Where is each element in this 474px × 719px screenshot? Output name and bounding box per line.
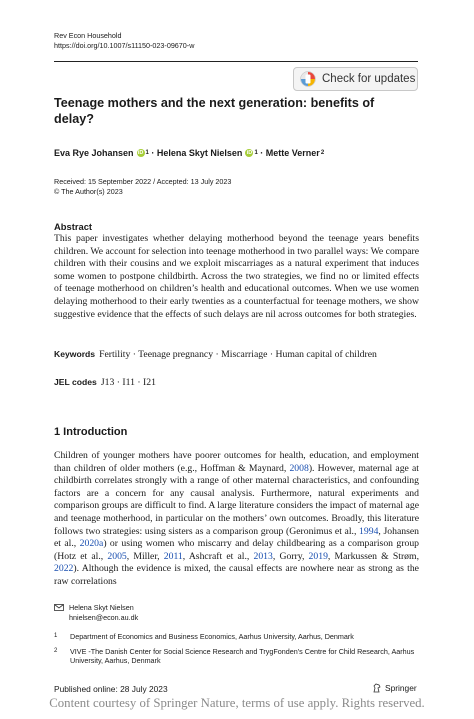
correspondence [54, 603, 138, 622]
paragraph-text: , Gorry, [272, 550, 309, 562]
publisher-name: Springer [385, 683, 417, 693]
jel-text: J13 · I11 · I21 [100, 377, 156, 388]
affiliation-footnote [54, 632, 419, 641]
citation-link[interactable]: 2020a [79, 538, 104, 550]
article-dates [54, 177, 231, 196]
citation-link[interactable]: 2022 [54, 563, 74, 575]
orcid-icon[interactable]: iD [246, 150, 253, 156]
section-heading: 1 Introduction [54, 426, 128, 438]
jel-label: JEL codes [54, 377, 97, 387]
author-name[interactable]: Eva Rye Johansen [54, 148, 134, 158]
paragraph-text: , Johansen et al., [54, 525, 419, 550]
author-name[interactable]: Helena Skyt Nielsen [156, 148, 243, 158]
paragraph-text: , Miller, [126, 550, 164, 562]
footnote-text: Department of Economics and Business Economics, Aarhus University, Aarhus, Denmark [70, 632, 354, 641]
abstract-heading: Abstract [54, 221, 93, 232]
springer-horse-icon [372, 683, 382, 693]
paragraph-text: ) or using women who miscarry and delay childbearing as a comparison group (Hotz et al., [54, 538, 420, 562]
journal-name: Rev Econ Household [54, 31, 122, 40]
citation-link[interactable]: 2013 [253, 550, 273, 562]
author-separator: · [257, 148, 266, 158]
keywords-text: Fertility · Teenage pregnancy · Miscarriage · Human capital of children [99, 349, 377, 360]
paragraph-text: , Ashcraft et al., [182, 550, 254, 562]
published-online: Published online: 28 July 2023 [54, 684, 168, 694]
received-accepted: Received: 15 September 2022 / Accepted: 13 July 2023 [54, 177, 232, 186]
copyright: © The Author(s) 2023 [54, 186, 123, 196]
author-list: Eva Rye Johansen iD 1 · Helena Skyt Nielsen iD 1 · Mette Verner 2 [54, 148, 325, 158]
keywords-label: Keywords [54, 349, 96, 359]
crossmark-icon [300, 71, 316, 87]
doi-link[interactable]: https://doi.org/10.1007/s11150-023-09670-w [54, 40, 195, 50]
citation-link[interactable]: 2008 [289, 462, 309, 474]
paragraph-text: ). Although the evidence is mixed, the causal effects are nowhere near as strong as the raw correlations [54, 563, 419, 587]
footnote-number: 2 [54, 648, 58, 654]
journal-header [54, 31, 194, 50]
author-separator: · [148, 148, 157, 158]
affiliation-footnote [54, 647, 419, 666]
citation-link[interactable]: 2011 [163, 550, 183, 562]
citation-link[interactable]: 1994 [359, 525, 379, 537]
paragraph-text: Children of younger mothers have poorer outcomes for health, education, and employment than children of older mothers (e.g., Hoffman & Maynard, [54, 450, 419, 474]
footnote-text: VIVE -The Danish Center for Social Science Research and TrygFonden’s Centre for Child Research, Aarhus University, Aarhus, Denmark [70, 647, 415, 666]
orcid-icon[interactable]: iD [137, 150, 144, 156]
envelope-icon [54, 604, 64, 611]
paragraph-text: ). However, maternal age at childbirth correlates strongly with a range of other maternal characteristics, and confounding factors are a concern for any causal analysis. Furthermore, natural experiments and comparison groups are difficult to find. A large literature considers the impact of maternal age and teenage motherhood, in particular on the mothers’ own outcomes. Broadly, this literature follows two strategies: using sisters as a comparison group (Geronimus et al., [54, 462, 419, 537]
check-for-updates-label: Check for updates [322, 73, 416, 85]
keywords [54, 349, 419, 360]
check-for-updates-button[interactable] [293, 67, 418, 91]
jel-codes [54, 377, 419, 388]
footnote-number: 1 [54, 633, 58, 639]
email-link[interactable]: hnielsen@econ.au.dk [69, 612, 139, 622]
courtesy-watermark: Content courtesy of Springer Nature, terms of use apply. Rights reserved. [49, 696, 425, 710]
author-name[interactable]: Mette Verner [265, 148, 320, 158]
corresponding-author: Helena Skyt Nielsen [69, 603, 134, 612]
header-rule [54, 61, 418, 62]
introduction-paragraph [54, 450, 419, 589]
citation-link[interactable]: 2019 [308, 550, 328, 562]
article-title: Teenage mothers and the next generation: benefits of delay? [54, 96, 375, 126]
abstract-text: This paper investigates whether delaying motherhood beyond the teenage years benefits children. We account for selection into teenage motherhood in two parallel ways: We compare children with their cousins and we exploit miscarriages as a natural experiment that induces some women to postpone childbirth. Across the two strategies, we find no or limited effects of teenage motherhood on children’s health and educational outcomes. When we use women delaying motherhood to their early twenties as a counterfactual for teenage mothers, we show suggestive evidence that the effects of such delays are nil across outcomes for both strategies. [54, 233, 420, 320]
paragraph-text: , Markussen & Strøm, [327, 550, 419, 562]
publisher-logo [372, 683, 417, 693]
citation-link[interactable]: 2005 [107, 550, 127, 562]
